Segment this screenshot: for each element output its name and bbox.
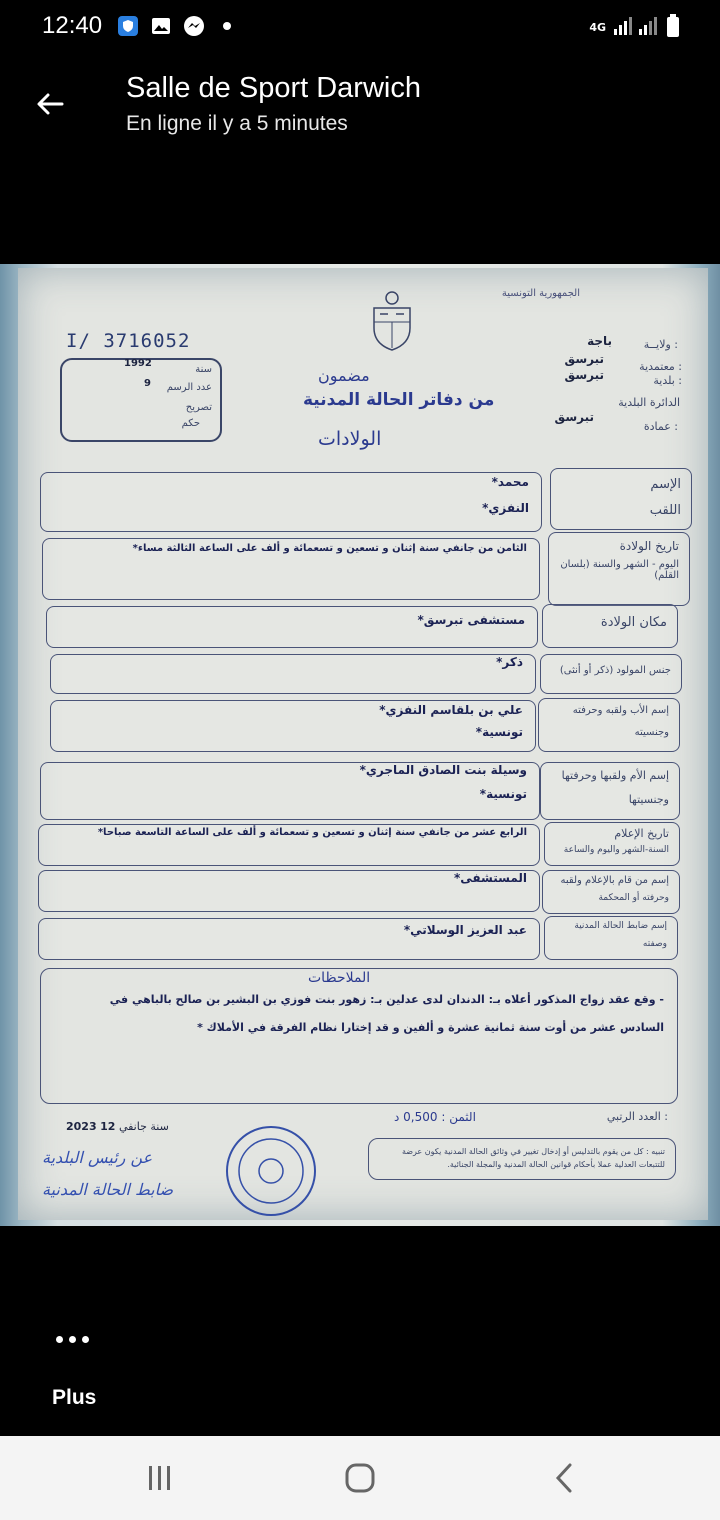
remarks-text: - وقع عقد زواج المذكور أعلاه بـ: الدندان لدى عدلين بـ: زهور بنت فوزي بن البشير بن صالح بالباهي في السادس عشر من أوت سنة ثمانية عشرة و ألفين و قد إختارا نظام الفرقة في الأملاك * [109,993,664,1034]
issue-year-label: سنة [150,1120,169,1133]
delegation-value: تبرسق [564,352,604,366]
field-father-value: علي بن بلقاسم النفزي* [379,703,523,717]
heading-births: الولادات [318,428,382,450]
field-birthplace-label-box [542,604,678,648]
field-declarant-value-box [38,870,540,912]
status-bar [0,0,720,56]
issue-date [66,1120,169,1133]
field-officer-label-box [544,916,678,960]
notice-text: تنبيه : كل من يقوم بالتدليس أو إدخال تغيير في وثائق الحالة المدنية يكون عرضة للتتبعات العدلية عملا بأحكام قوانين الحالة المدنية والمجلة الجنائية. [401,1147,665,1169]
field-sex-value-box [50,654,536,694]
back-nav-icon[interactable] [544,1460,584,1496]
official-seal-icon [226,1126,316,1216]
field-sex-value: ذكر* [496,655,523,669]
order-number-label: العدد الرتبي : [606,1110,668,1123]
record-num: 9 [144,378,151,389]
home-icon[interactable] [340,1460,380,1496]
more-options-icon[interactable] [56,1336,89,1343]
field-birthplace-value-box [46,606,538,648]
field-mother-nationality: تونسية* [479,787,527,801]
field-officer-label: إسم ضابط الحالة المدنية [574,921,667,931]
battery-icon [666,14,680,42]
field-birthplace-value: مستشفى تبرسق* [417,613,525,627]
field-name-value-box [40,472,542,532]
field-birthdate-label-box [548,532,690,606]
field-declaration-label: تاريخ الإعلام [614,827,669,840]
field-birthplace-label: مكان الولادة [600,615,667,630]
issue-year: 2023 [66,1120,97,1133]
field-declaration-label-box [544,822,680,866]
presence-status: En ligne il y a 5 minutes [126,112,348,135]
republic-label: الجمهورية التونسية [501,288,580,299]
recent-apps-icon[interactable] [140,1460,180,1496]
field-declaration-value: الرابع عشر من جانفي سنة إثنان و تسعين و تسعمائة و ألف على الساعة التاسعة صباحا* [97,827,527,838]
field-name-label: الإسم [650,477,681,492]
field-father-label: إسم الأب ولقبه وحرفته [572,705,669,716]
field-sex-label-box [540,654,682,694]
system-nav-bar [0,1436,720,1520]
field-mother-label-box [540,762,680,820]
field-declaration-sublabel: السنة-الشهر واليوم والساعة [563,845,669,855]
signature-officer: ضابط الحالة المدنية [42,1180,174,1199]
field-officer-sublabel: وصفته [642,939,667,949]
field-declarant-sublabel: وحرفته أو المحكمة [598,893,669,903]
field-declarant-label: إسم من قام بالإعلام ولقبه [560,875,669,886]
wilaya-label: ولايــة : [643,338,678,351]
field-mother-value-box [40,762,540,820]
field-surname-label: اللقب [649,503,681,518]
field-father-value-box [50,700,536,752]
wilaya-value: باجة [587,334,612,348]
field-mother-value: وسيلة بنت الصادق الماجري* [359,763,527,777]
field-sex-label: جنس المولود (ذكر أو أنثى) [559,665,671,676]
record-year-label: سنة [195,364,212,375]
field-birthdate-label: تاريخ الولادة [619,539,679,553]
more-label[interactable]: Plus [52,1386,97,1409]
field-father-sublabel: وجنسيته [634,727,669,738]
shield-app-icon [116,14,140,38]
field-birthdate-value: الثامن من جانفي سنة إثنان و تسعين و تسعمائة و ألف على الساعة الثالثة مساء* [132,543,527,554]
birth-certificate [18,268,708,1220]
municipality-value: تبرسق [564,368,604,382]
contact-name[interactable]: Salle de Sport Darwich [126,72,421,104]
field-officer-value: عبد العزيز الوسلاتي* [403,923,527,937]
price-value: 0,500 د [394,1110,438,1124]
delegation-label: معتمدية : [639,360,682,373]
department-label: الدائرة البلدية [618,396,680,409]
field-surname-value: النفزي* [482,501,529,515]
document-number: I/ 3716052 [66,330,191,352]
omda-value: تبرسق [554,410,594,424]
field-name-label-box [550,468,692,530]
judgment-label: حكم [181,418,200,429]
field-birthdate-sublabel: اليوم - الشهر والسنة (بلسان القلم) [560,559,679,581]
field-mother-label: إسم الأم ولقبها وحرفتها [561,769,669,782]
notice-box [368,1138,676,1180]
issue-month: جانفي [118,1120,147,1133]
declaration-label: تصريح [185,402,212,413]
field-father-label-box [538,698,680,752]
network-type: 4G [589,21,606,34]
field-declarant-label-box [542,870,680,914]
remarks-title: الملاحظات [308,970,371,986]
field-declaration-value-box [38,824,540,866]
record-num-label: عدد الرسم [166,382,212,393]
issue-day: 12 [100,1120,116,1133]
messenger-icon [182,14,206,38]
chat-header [0,60,720,150]
gallery-icon [149,14,173,38]
back-arrow-icon[interactable] [32,86,68,122]
heading-registers: من دفاتر الحالة المدنية [303,390,495,410]
municipality-label: بلدية : [653,374,682,387]
field-birthdate-value-box [42,538,540,600]
document-photo[interactable] [0,264,720,1226]
price-label: الثمن : [441,1110,476,1124]
omda-label: عمادة : [643,420,678,433]
field-father-nationality: تونسية* [475,725,523,739]
signature-mayor: عن رئيس البلدية [42,1148,153,1167]
field-mother-sublabel: وجنسيتها [628,793,669,806]
field-name-value: محمد* [491,475,529,489]
signal-icon [612,15,660,41]
heading-extract: مضمون [318,366,370,385]
status-time: 12:40 [42,12,103,39]
price [394,1110,476,1124]
coat-of-arms-icon [364,288,420,352]
dot-icon [215,14,239,38]
record-box [60,358,222,442]
field-declarant-value: المستشفى* [453,871,527,885]
record-year: 1992 [124,358,152,369]
field-officer-value-box [38,918,540,960]
